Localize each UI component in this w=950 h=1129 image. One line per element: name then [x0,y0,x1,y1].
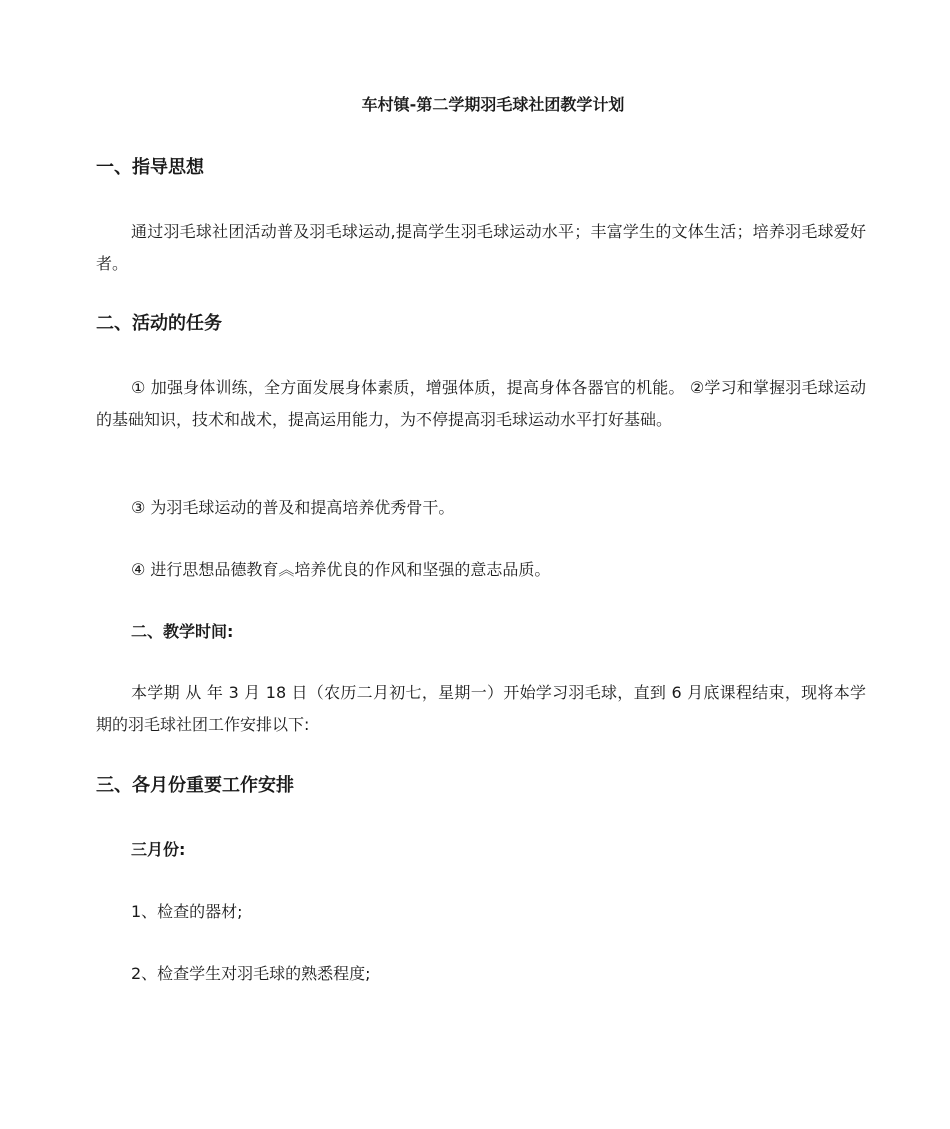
teaching-time-heading: 二、教学时间: [131,622,234,641]
march-item-2: 2、检查学生对羽毛球的熟悉程度; [131,964,371,983]
activity-tasks-paragraph: ① 加强身体训练，全方面发展身体素质，增强体质，提高身体各器官的机能。 ②学习和掌握羽毛球运动的基础知识，技术和战术，提高运用能力，为不停提高羽毛球运动水平打好基础。 [96,378,866,429]
section-heading-guiding-thought: 一、指导思想 [96,157,204,178]
march-heading: 三月份: [131,840,186,859]
section-heading-activity-tasks: 二、活动的任务 [96,313,222,334]
march-item-1: 1、检查的器材; [131,902,243,921]
teaching-time-paragraph: 本学期 从 年 3 月 18 日（农历二月初七，星期一）开始学习羽毛球，直到 6 月底课程结束，现将本学期的羽毛球社团工作安排以下: [96,683,866,734]
activity-task-3: ③ 为羽毛球运动的普及和提高培养优秀骨干。 [131,498,455,517]
document-title: 车村镇-第二学期羽毛球社团教学计划 [361,95,625,114]
activity-task-4: ④ 进行思想品德教育︽培养优良的作风和坚强的意志品质。 [131,560,551,579]
section-heading-monthly-plan: 三、各月份重要工作安排 [96,775,294,796]
guiding-thought-paragraph: 通过羽毛球社团活动普及羽毛球运动,提高学生羽毛球运动水平；丰富学生的文体生活；培养羽毛球爱好者。 [96,222,866,273]
